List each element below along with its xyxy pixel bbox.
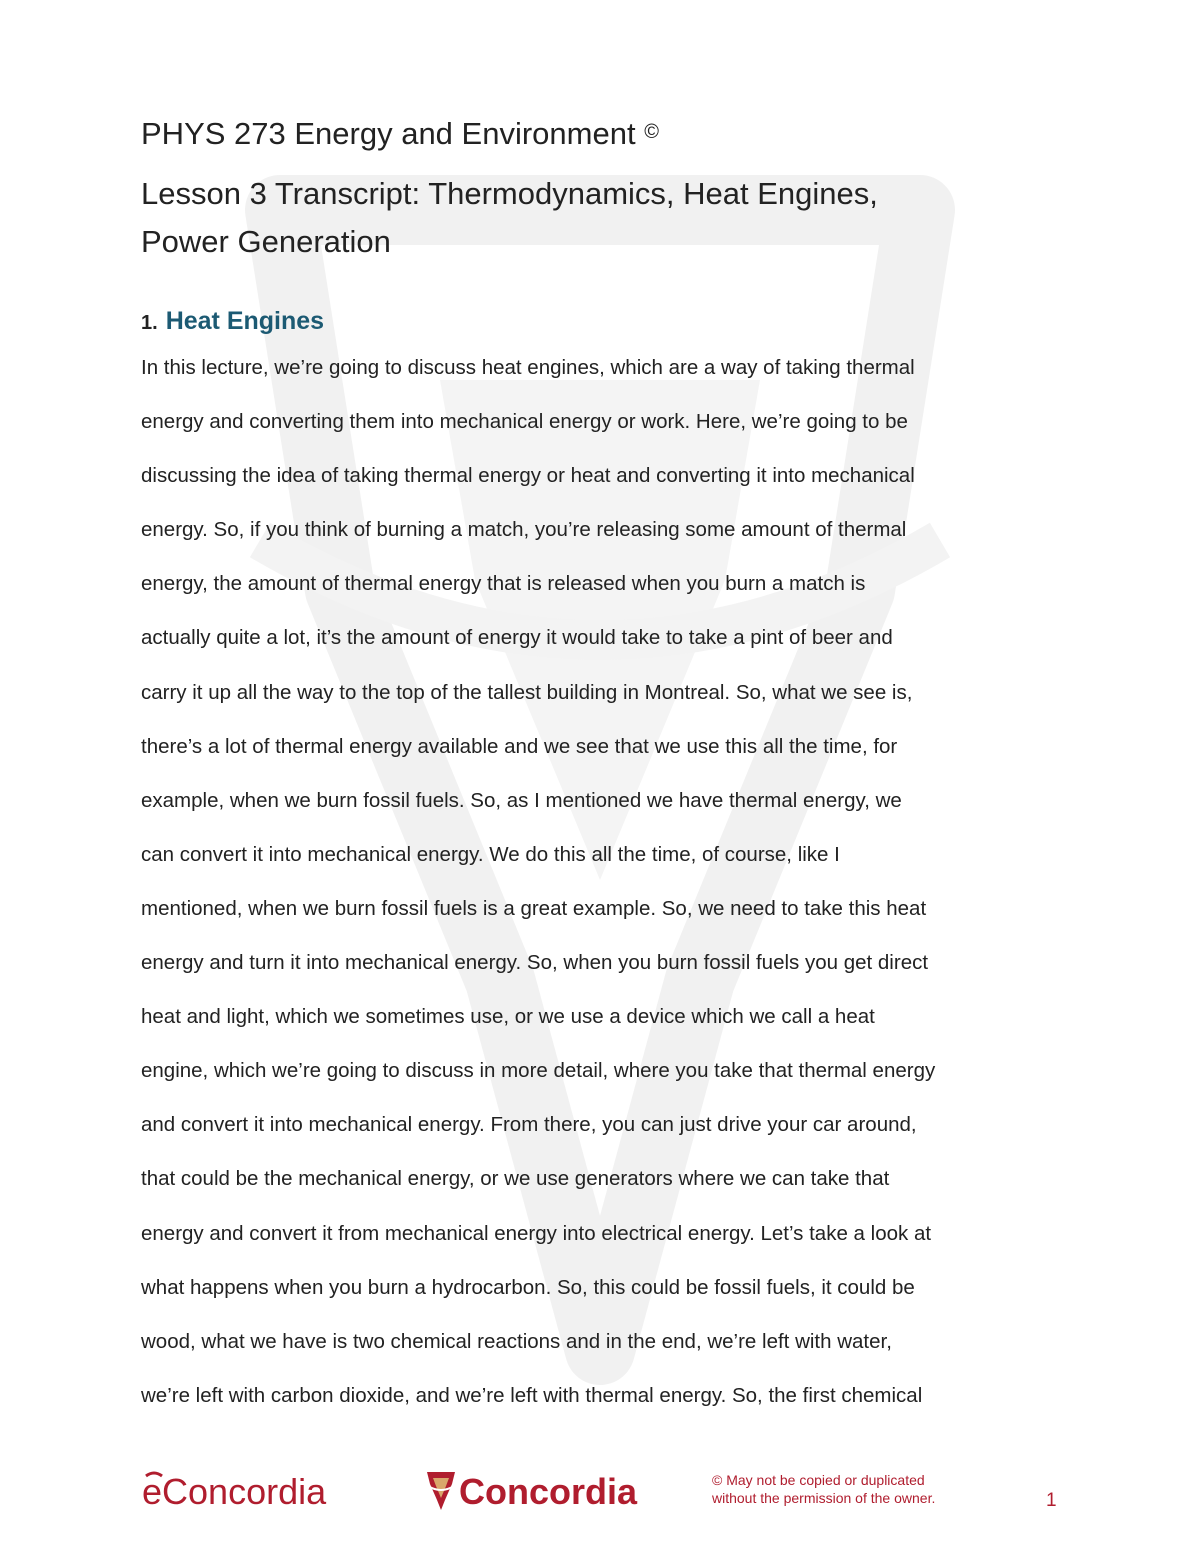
copyright-notice — [712, 1471, 935, 1507]
notice-line-1: © May not be copied or duplicated — [712, 1472, 925, 1488]
title-text: PHYS 273 Energy and Environment — [141, 116, 636, 151]
section-heading — [141, 303, 324, 341]
body-line: actually quite a lot, it’s the amount of energy it would take to take a pint of beer and — [141, 626, 893, 650]
body-line: wood, what we have is two chemical reactions and in the end, we’re left with water, — [141, 1329, 892, 1353]
concordia-logo — [425, 1466, 665, 1514]
body-line: energy, the amount of thermal energy that is released when you burn a match is — [141, 572, 866, 596]
subtitle-line-1: Lesson 3 Transcript: Thermodynamics, Heat Engines, — [141, 176, 878, 211]
body-line: there’s a lot of thermal energy available and we see that we use this all the time, for — [141, 734, 898, 758]
document-title — [141, 110, 659, 156]
concordia-crest-icon — [427, 1472, 455, 1510]
subtitle-line-2: Power Generation — [141, 224, 391, 259]
body-line: In this lecture, we’re going to discuss heat engines, which are a way of taking thermal — [141, 356, 915, 379]
body-line: heat and light, which we sometimes use, or we use a device which we call a heat — [141, 1005, 875, 1029]
body-line: energy. So, if you think of burning a match, you’re releasing some amount of thermal — [141, 518, 907, 542]
body-line: energy and turn it into mechanical energy. So, when you burn fossil fuels you get direct — [141, 951, 929, 975]
concordia-logo-text: Concordia — [459, 1471, 638, 1512]
section-title: Heat Engines — [165, 307, 325, 335]
body-line: engine, which we’re going to discuss in more detail, where you take that thermal energy — [141, 1059, 936, 1083]
body-line: and convert it into mechanical energy. From there, you can just drive your car around, — [141, 1113, 917, 1137]
transcript-body — [141, 341, 1056, 1423]
body-line: carry it up all the way to the top of the tallest building in Montreal. So, what we see is, — [141, 680, 913, 704]
notice-line-2: without the permission of the owner. — [712, 1490, 936, 1506]
body-line: energy and convert it from mechanical energy into electrical energy. Let’s take a look at — [141, 1221, 932, 1245]
body-line: what happens when you burn a hydrocarbon. So, this could be fossil fuels, it could be — [141, 1275, 915, 1299]
econcordia-logo — [140, 1466, 380, 1514]
body-line: can convert it into mechanical energy. We do this all the time, of course, like I — [141, 842, 840, 866]
body-line: mentioned, when we burn fossil fuels is a great example. So, we need to take this heat — [141, 896, 927, 920]
body-line: that could be the mechanical energy, or we use generators where we can take that — [141, 1167, 890, 1191]
econcordia-logo-text: eConcordia — [142, 1471, 327, 1512]
page-number: 1 — [1046, 1490, 1057, 1511]
body-line: example, when we burn fossil fuels. So, as I mentioned we have thermal energy, we — [141, 788, 902, 812]
body-line: energy and converting them into mechanical energy or work. Here, we’re going to be — [141, 410, 908, 434]
body-line: discussing the idea of taking thermal energy or heat and converting it into mechanical — [141, 464, 915, 488]
body-line: we’re left with carbon dioxide, and we’re left with thermal energy. So, the first chemical — [141, 1383, 923, 1407]
lesson-subtitle — [141, 170, 1061, 266]
section-number: 1. — [141, 312, 158, 334]
copyright-symbol: © — [644, 121, 659, 143]
